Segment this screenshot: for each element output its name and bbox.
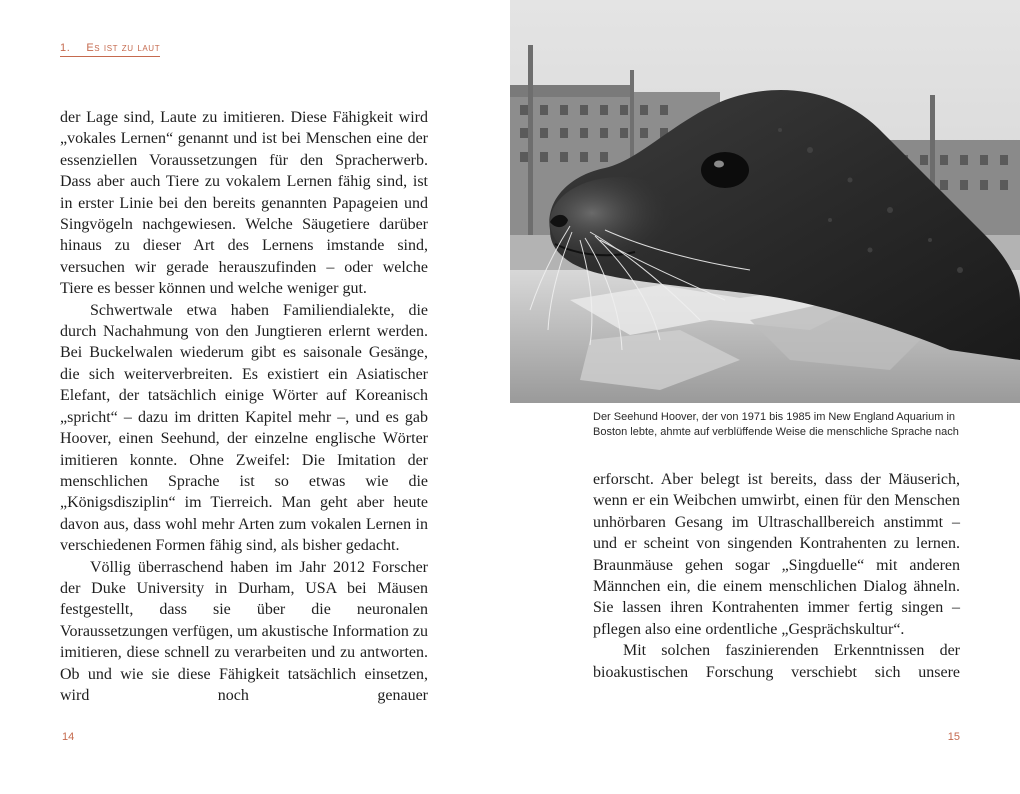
paragraph: Völlig überraschend haben im Jahr 2012 Forscher der Duke University in Durham, USA bei Mäusen festgestellt, dass sie über die neuronalen Voraussetzungen verfügen, um akustische Information zu imitieren, diese schnell zu verarbeiten und zu antworten. Ob und wie sie diese Fähigkeit tatsächlich einsetzen, wird noch genauer xyxy=(60,558,428,704)
running-head xyxy=(60,42,160,57)
seal-photo xyxy=(510,0,1020,403)
photo-caption xyxy=(593,410,973,440)
paragraph: erforscht. Aber belegt ist bereits, dass der Mäuserich, wenn er ein Weibchen umwirbt, einen für den Menschen unhörbaren Gesang im Ultraschallbereich anstimmt – und er scheint von singenden Kontrahenten zu lernen. Braunmäuse gehen sogar „Singduelle“ mit anderen Männchen ein, die einem menschlichen Dialog ähneln. Sie lassen ihren Kontrahenten immer fertig singen – pflegen also eine ordentliche „Gesprächskultur“. xyxy=(593,471,960,638)
right-body-text xyxy=(593,469,960,683)
page-number-left: 14 xyxy=(62,731,75,743)
seal-photo-illustration xyxy=(510,0,1020,403)
left-body-text xyxy=(60,107,428,706)
caption-line: Boston lebte, ahmte auf verblüffende Weise die menschliche Sprache nach xyxy=(593,426,959,438)
chapter-number: 1. xyxy=(60,42,71,54)
page-number-right: 15 xyxy=(947,731,960,743)
right-page xyxy=(510,0,1020,794)
paragraph: Schwertwale etwa haben Familiendialekte, die durch Nachahmung von den Jungtieren erlernt werden. Bei Buckelwalen wiederum gibt es saisonale Gesänge, die sich weiterverbreiten. Es existiert ein Asiatischer Elefant, der tatsächlich einige Wörter auf Koreanisch „spricht“ – dazu im dritten Kapitel mehr –, und es gab Hoover, einen Seehund, der einzelne englische Wörter imitieren konnte. Ohne Zweifel: Die Imitation der menschlichen Sprache ist so etwas wie die „Königsdisziplin“ im Tierreich. Man geht aber heute davon aus, dass wohl mehr Arten zum vokalen Lernen in verschiedenen Formen fähig sind, als bisher gedacht. xyxy=(60,301,428,555)
paragraph: der Lage sind, Laute zu imitieren. Diese Fähigkeit wird „vokales Lernen“ genannt und ist bei Menschen eine der essenziellen Voraussetzungen für den Spracherwerb. Dass aber auch Tiere zu vokalem Lernen fähig sind, ist in erster Linie bei den bereits genannten Papageien und Singvögeln nachgewiesen. Welche Säugetiere darüber hinaus zu dieser Art des Lernens imstande sind, versuchen wir gerade herauszufinden – oder welche Tiere es besser können und welche weniger gut. xyxy=(60,109,428,298)
chapter-title: Es ist zu laut xyxy=(86,42,161,54)
paragraph: Mit solchen faszinierenden Erkenntnissen der bioakustischen Forschung verschiebt sich unsere xyxy=(593,642,960,681)
caption-line: Der Seehund Hoover, der von 1971 bis 1985 im New England Aquarium in xyxy=(593,411,956,423)
